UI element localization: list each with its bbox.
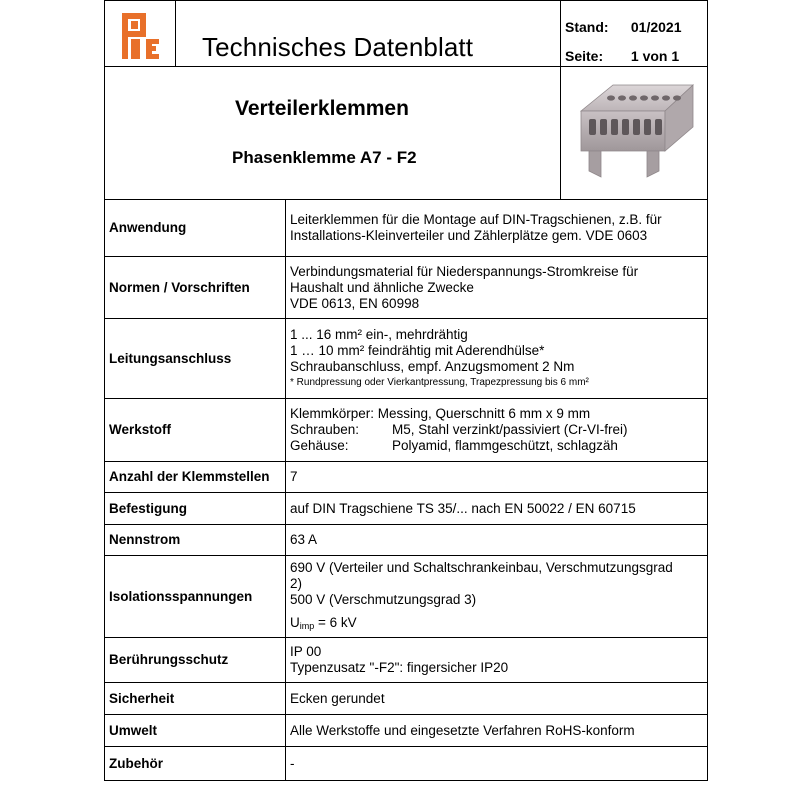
spacer [290, 608, 703, 615]
table-row [105, 200, 708, 257]
row-label-anzahl: Anzahl der Klemmstellen [105, 462, 286, 493]
material-row [290, 438, 703, 454]
header-block [104, 0, 708, 200]
company-logo [105, 1, 175, 66]
row-label-werkstoff: Werkstoff [105, 399, 286, 462]
value-line: Klemmkörper: Messing, Querschnitt 6 mm x 9 mm [290, 406, 591, 421]
row-label-umwelt: Umwelt [105, 715, 286, 747]
material-key: Gehäuse: [290, 438, 349, 453]
value-line: IP 00 [290, 644, 322, 659]
material-value: Polyamid, flammgeschützt, schlagzäh [392, 438, 618, 453]
row-label-befestigung: Befestigung [105, 493, 286, 525]
row-label-nennstrom: Nennstrom [105, 525, 286, 556]
stand-label: Stand: [565, 19, 609, 35]
table-row [105, 319, 708, 399]
material-row [290, 422, 703, 438]
datasheet [104, 0, 708, 783]
material-value: M5, Stahl verzinkt/passiviert (Cr-VI-frei) [392, 422, 628, 437]
row-label-sicherheit: Sicherheit [105, 683, 286, 715]
product-name: Phasenklemme A7 - F2 [232, 148, 417, 167]
u-symbol: U [290, 614, 300, 630]
table-row [105, 638, 708, 683]
table-row [105, 462, 708, 493]
table-row [105, 493, 708, 525]
row-label-isolation: Isolationsspannungen [105, 556, 286, 638]
seite-value: 1 von 1 [630, 48, 680, 64]
terminal-block-image [561, 67, 708, 199]
row-value-sicherheit: Ecken gerundet [286, 683, 708, 715]
row-label-leitung: Leitungsanschluss [105, 319, 286, 399]
row-value-normen [286, 257, 708, 319]
specification-table [104, 199, 708, 781]
seite-row [565, 48, 679, 64]
u-value: = 6 kV [314, 614, 357, 630]
row-value-anzahl: 7 [286, 462, 708, 493]
value-line: Leiterklemmen für die Montage auf DIN-Tragschienen, z.B. für [290, 212, 662, 227]
row-value-umwelt: Alle Werkstoffe und eingesetzte Verfahren RoHS-konform [286, 715, 708, 747]
row-value-beruehrung [286, 638, 708, 683]
value-line: VDE 0613, EN 60998 [290, 295, 420, 311]
row-label-anwendung: Anwendung [105, 200, 286, 257]
row-value-leitung [286, 319, 708, 399]
value-line [290, 615, 703, 634]
row-value-nennstrom: 63 A [286, 525, 708, 556]
logo-cell [105, 1, 176, 67]
u-subscript: imp [299, 620, 315, 631]
value-line: 1 … 10 mm² feindrähtig mit Aderendhülse* [290, 343, 545, 358]
row-value-werkstoff [286, 399, 708, 462]
material-key: Schrauben: [290, 422, 360, 437]
footnote: * Rundpressung oder Vierkantpressung, Trapezpressung bis 6 mm² [290, 377, 589, 388]
stand-value: 01/2021 [630, 19, 682, 35]
row-value-anwendung [286, 200, 708, 257]
table-row [105, 683, 708, 715]
row-value-befestigung: auf DIN Tragschiene TS 35/... nach EN 50022 / EN 60715 [286, 493, 708, 525]
table-row [105, 556, 708, 638]
document-title: Technisches Datenblatt [202, 32, 474, 62]
table-row [105, 747, 708, 781]
row-value-isolation [286, 556, 708, 638]
stand-row [565, 19, 682, 35]
value-line: 500 V (Verschmutzungsgrad 3) [290, 591, 477, 607]
row-label-beruehrung: Berührungsschutz [105, 638, 286, 683]
value-line: Haushalt und ähnliche Zwecke [290, 279, 474, 295]
table-row [105, 257, 708, 319]
seite-label: Seite: [565, 48, 604, 64]
table-row [105, 715, 708, 747]
table-row [105, 525, 708, 556]
title-cell [176, 1, 560, 67]
value-line: Verbindungsmaterial für Niederspannungs-Stromkreise für [290, 263, 639, 279]
product-image-cell [560, 67, 708, 199]
value-line: Typenzusatz "-F2": fingersicher IP20 [290, 660, 509, 675]
meta-cell [560, 1, 708, 67]
value-line: 690 V (Verteiler und Schaltschrankeinbau, Verschmutzungsgrad [290, 559, 673, 575]
product-category: Verteilerklemmen [235, 97, 409, 120]
value-line: 2) [290, 575, 303, 591]
product-cell [105, 67, 560, 199]
row-label-normen: Normen / Vorschriften [105, 257, 286, 319]
value-line: Installations-Kleinverteiler und Zählerplätze gem. VDE 0603 [290, 228, 648, 243]
table-row [105, 399, 708, 462]
row-label-zubehoer: Zubehör [105, 747, 286, 781]
value-line: 1 ... 16 mm² ein-, mehrdrähtig [290, 327, 468, 342]
value-line: Schraubanschluss, empf. Anzugsmoment 2 Nm [290, 359, 575, 374]
row-value-zubehoer: - [286, 747, 708, 781]
